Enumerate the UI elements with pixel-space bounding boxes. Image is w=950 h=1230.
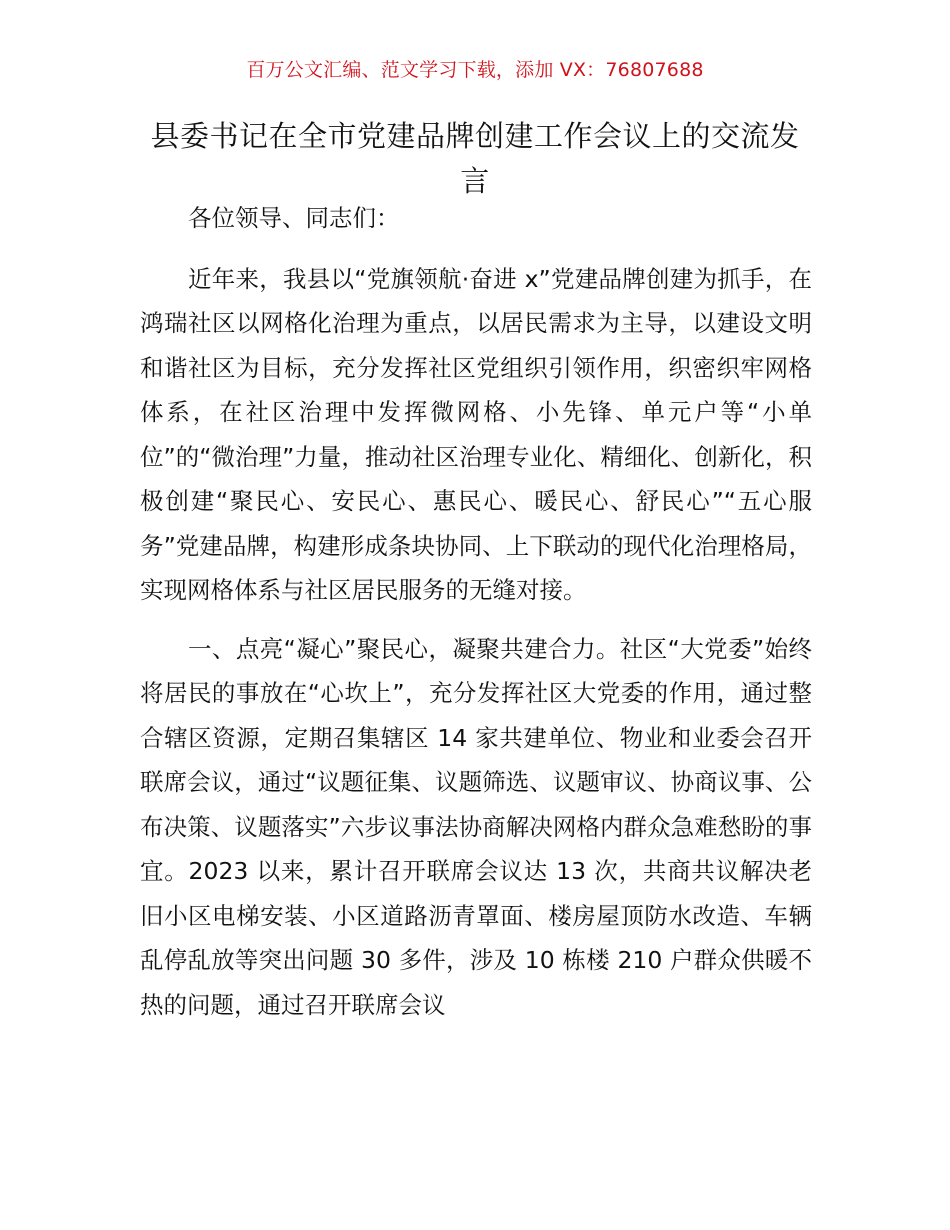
greeting: 各位领导、同志们： — [188, 204, 400, 232]
paragraph-intro: 近年来，我县以“党旗领航·奋进 x”党建品牌创建为抓手，在鸿瑞社区以网格化治理为重点，以居民需求为主导，以建设文明和谐社区为目标，充分发挥社区党组织引领作用，织密织牢网格体系，在社区治理中发挥微网格、小先锋、单元户等“小单位”的“微治理”力量，推动社区治理专业化、精细化、创新化，积极创建“聚民心、安民心、惠民心、暖民心、舒民心”“五心服务”党建品牌，构建形成条块协同、上下联动的现代化治理格局，实现网格体系与社区居民服务的无缝对接。 — [140, 264, 812, 604]
document-body — [140, 196, 812, 1027]
paragraph-section-one: 一、点亮“凝心”聚民心，凝聚共建合力。社区“大党委”始终将居民的事放在“心坎上”，充分发挥社区大党委的作用，通过整合辖区资源，定期召集辖区 14 家共建单位、物业和业委会召开联席会议，通过“议题征集、议题筛选、议题审议、协商议事、公布决策、议题落实”六步议事法协商解决网格内群众急难愁盼的事宜。2023 以来，累计召开联席会议达 13 次，共商共议解决老旧小区电梯安装、小区道路沥青罩面、楼房屋顶防水改造、车辆乱停乱放等突出问题 30 多件，涉及 10 栋楼 210 户群众供暖不热的问题，通过召开联席会议 — [140, 634, 812, 1019]
download-notice: 百万公文汇编、范文学习下载，添加 VX：76807688 — [246, 59, 704, 81]
page-title: 县委书记在全市党建品牌创建工作会议上的交流发言 — [150, 119, 800, 198]
